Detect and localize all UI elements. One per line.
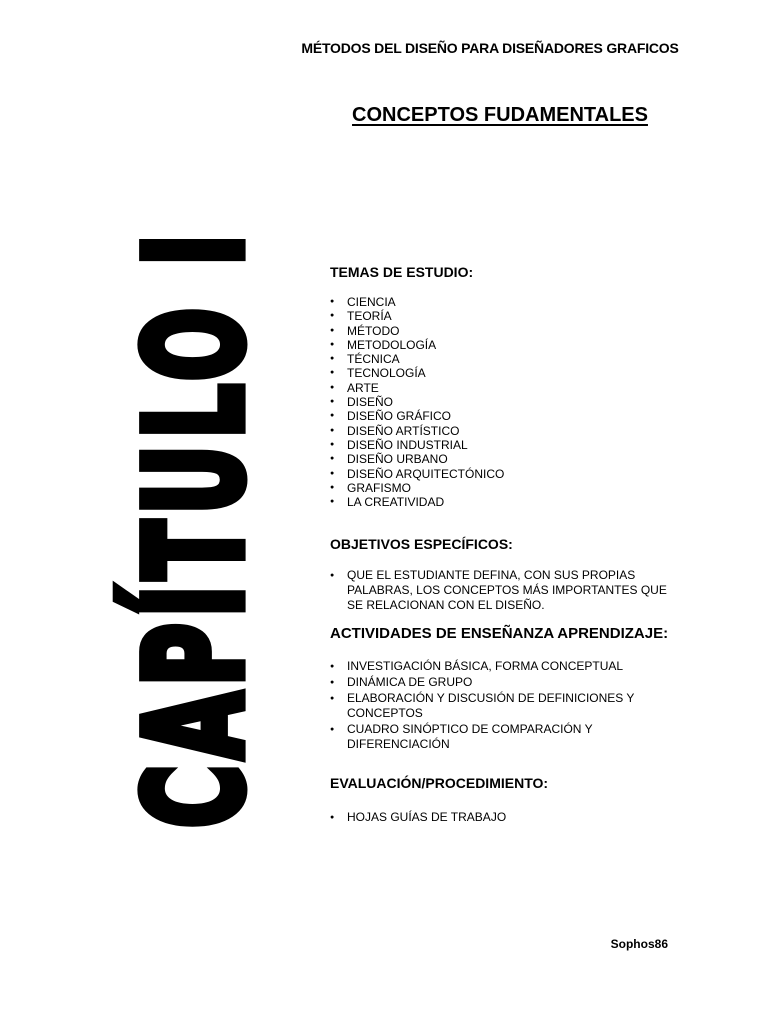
actividades-heading: ACTIVIDADES DE ENSEÑANZA APRENDIZAJE:	[330, 625, 669, 642]
objetivos-list	[330, 568, 675, 614]
list-item: ● CIENCIA	[330, 295, 690, 309]
list-item: ● DISEÑO ARQUITECTÓNICO	[330, 467, 690, 481]
list-item: ● DISEÑO INDUSTRIAL	[330, 438, 690, 452]
list-item: ● DISEÑO ARTÍSTICO	[330, 424, 690, 438]
list-item: ● DISEÑO URBANO	[330, 452, 690, 466]
list-item: ● DISEÑO	[330, 395, 690, 409]
objetivos-heading: OBJETIVOS ESPECÍFICOS:	[330, 536, 513, 552]
list-item: ● METODOLOGÍA	[330, 338, 690, 352]
header-title: MÉTODOS DEL DISEÑO PARA DISEÑADORES GRAFICOS	[301, 40, 679, 56]
list-item: ● GRAFISMO	[330, 481, 690, 495]
list-item: ● DISEÑO GRÁFICO	[330, 409, 690, 423]
list-item: ● LA CREATIVIDAD	[330, 495, 690, 509]
list-item: ● CUADRO SINÓPTICO DE COMPARACIÓN Y DIFERENCIACIÓN	[330, 722, 640, 752]
list-item: ● HOJAS GUÍAS DE TRABAJO	[330, 810, 690, 825]
chapter-label: CAPÍTULO I	[118, 227, 274, 828]
author-signature: Sophos86	[610, 937, 668, 951]
actividades-list	[330, 659, 640, 753]
list-item: ● QUE EL ESTUDIANTE DEFINA, CON SUS PROPIAS PALABRAS, LOS CONCEPTOS MÁS IMPORTANTES QUE SE RELACIONAN CON EL DISEÑO.	[330, 568, 675, 613]
evaluacion-list	[330, 810, 690, 826]
main-title: CONCEPTOS FUDAMENTALES	[352, 104, 648, 126]
list-item: ● TEORÍA	[330, 309, 690, 323]
list-item: ● ARTE	[330, 381, 690, 395]
list-item: ● MÉTODO	[330, 324, 690, 338]
list-item: ● INVESTIGACIÓN BÁSICA, FORMA CONCEPTUAL	[330, 659, 640, 674]
list-item: ● DINÁMICA DE GRUPO	[330, 675, 640, 690]
list-item: ● TÉCNICA	[330, 352, 690, 366]
temas-heading: TEMAS DE ESTUDIO:	[330, 264, 474, 280]
list-item: ● TECNOLOGÍA	[330, 366, 690, 380]
evaluacion-heading: EVALUACIÓN/PROCEDIMIENTO:	[330, 775, 549, 791]
temas-list	[330, 295, 690, 509]
chapter-label-container	[118, 155, 274, 900]
list-item: ● ELABORACIÓN Y DISCUSIÓN DE DEFINICIONES Y CONCEPTOS	[330, 691, 640, 721]
